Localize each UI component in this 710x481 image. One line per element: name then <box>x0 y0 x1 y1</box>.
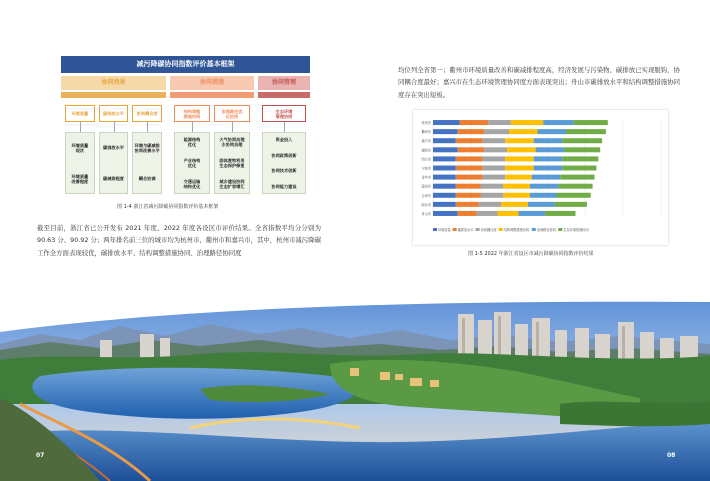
chart-category-label: 绍兴市 <box>421 157 431 162</box>
framework-subindicator: 协同政策创新 <box>271 152 297 158</box>
chart-bar-segment <box>532 175 561 180</box>
chart-bar-segment <box>479 202 502 207</box>
chart-bar-segment <box>555 202 587 207</box>
framework-indicator: 碳排放水平 <box>99 105 129 122</box>
chart-bar-segment <box>557 193 591 198</box>
chart-bar-segment <box>433 120 460 125</box>
chart-bar-segment <box>482 166 505 171</box>
framework-connector <box>114 122 115 132</box>
chart-bar-segment <box>477 211 498 216</box>
chart-bar-segment <box>482 138 505 143</box>
chart-bar-segment <box>458 211 477 216</box>
chart-bar-segment <box>460 120 489 125</box>
right-paragraph: 均位列全省第一；衢州市环境质量改善和碳减排程度高，经济发展与污染物、碳排放已实现脱钩，协同耦合度最好；嘉兴市在生态环境管理协同度方面表现突出；舟山市碳排放水平和结构调整措施协同度存在突出短板。 <box>398 66 680 99</box>
chart-bar-segment <box>482 156 505 161</box>
chart-category-label: 丽水市 <box>421 202 431 207</box>
left-paragraph: 截至目前，浙江省已公开发布 2021 年度、2022 年度各设区市评价结果。全省指数平均分分别为 90.63 分、90.92 分；两年排名前三位的城市均为杭州市、衢州市和嘉兴市，其中，杭州市减污降碳工作全方面表现较优，碳排放水平、结构调整措施协同、治理路径协同度 <box>37 224 321 257</box>
chart-bar-segment <box>498 211 519 216</box>
chart-bar-segment <box>534 156 563 161</box>
chart-bar-segment <box>456 175 483 180</box>
framework-subindicator: 碳减排程度 <box>103 176 124 181</box>
stacked-bar-chart <box>413 110 668 245</box>
chart-bar-segment <box>530 193 557 198</box>
framework-subindicator: 环境质量 改善程度 <box>71 173 89 184</box>
chart-legend-label: 治理路径协同 <box>536 228 556 232</box>
chart-bar-segment <box>456 184 481 189</box>
framework-connector <box>192 122 193 132</box>
framework-subindicator: 碳排放水平 <box>103 145 124 150</box>
chart-bar-segment <box>501 202 528 207</box>
chart-legend-swatch <box>453 228 457 231</box>
chart-category-label: 嘉兴市 <box>421 139 431 144</box>
chart-bar-segment <box>507 147 535 152</box>
chart-bar-segment <box>433 156 456 161</box>
chart-bar-segment <box>456 202 479 207</box>
chart-bar-segment <box>562 166 596 171</box>
chart-bar-segment <box>564 147 600 152</box>
framework-subindicator: 协同能力建设 <box>271 183 297 189</box>
framework-column-bar <box>170 92 254 98</box>
chart-bar-segment <box>566 129 606 134</box>
chart-bar-segment <box>433 175 456 180</box>
chart-bar-segment <box>458 129 485 134</box>
framework-connector <box>284 122 285 132</box>
framework-subindicator: 交通运输 结构优化 <box>183 178 201 189</box>
chart-legend-swatch <box>532 228 536 231</box>
chart-legend-swatch <box>499 228 503 231</box>
framework-subindicator: 固体废物利用 生态保护修复 <box>219 157 245 168</box>
chart-bar-segment <box>456 193 481 198</box>
framework-indicator: 环境质量 <box>65 105 95 122</box>
framework-indicator: 治理路径优 化协同 <box>214 105 250 122</box>
chart-bar-segment <box>534 138 563 143</box>
framework-subindicator: 环境质量 现状 <box>71 142 89 153</box>
framework-column-bar <box>61 92 166 98</box>
chart-bar-segment <box>433 166 456 171</box>
framework-column-title: 协同效果 <box>61 76 166 90</box>
chart-category-label: 杭州市 <box>421 121 431 126</box>
chart-bar-segment <box>562 156 598 161</box>
figure-1-5-caption: 图 1-5 2022 年浙江省设区市减污降碳协同指数评价结果 <box>468 251 594 257</box>
framework-subindicator: 协同技术创新 <box>271 168 297 174</box>
chart-category-label: 舟山市 <box>421 211 431 216</box>
chart-legend-label: 协同耦合度 <box>480 228 497 232</box>
chart-bar-segment <box>456 138 483 143</box>
chart-category-label: 湖州市 <box>421 148 431 153</box>
chart-bar-segment <box>545 211 575 216</box>
page-number-right: 08 <box>667 452 676 459</box>
chart-category-label: 温州市 <box>421 184 431 189</box>
chart-legend-swatch <box>476 228 480 231</box>
chart-category-label: 衢州市 <box>421 130 431 135</box>
chart-bar-segment <box>574 120 608 125</box>
framework-subindicator: 城乡建设协同 生态扩容增汇 <box>219 178 245 189</box>
framework-column-title: 协同管理 <box>258 76 310 90</box>
chart-bar-segment <box>505 156 534 161</box>
chart-figure-1-5 <box>413 110 668 245</box>
chart-category-label: 台州市 <box>421 193 431 198</box>
framework-title: 减污降碳协同指数评价基本框架 <box>61 56 310 73</box>
chart-bar-segment <box>456 166 483 171</box>
chart-bar-segment <box>456 156 483 161</box>
chart-bar-segment <box>530 184 559 189</box>
chart-bar-segment <box>536 147 565 152</box>
chart-bar-segment <box>482 175 505 180</box>
framework-diagram <box>61 56 310 196</box>
chart-bar-segment <box>433 193 456 198</box>
chart-bar-segment <box>481 193 504 198</box>
chart-bar-segment <box>458 147 485 152</box>
chart-bar-segment <box>538 129 567 134</box>
chart-bar-segment <box>433 129 458 134</box>
chart-legend-label: 碳排放水平 <box>457 228 474 232</box>
framework-connector <box>147 122 148 132</box>
framework-subindicator: 耦合协调 <box>138 176 156 181</box>
chart-bar-segment <box>505 166 534 171</box>
chart-bar-segment <box>558 184 592 189</box>
framework-subindicator: 产业结构 优化 <box>183 157 201 168</box>
framework-subindicator: 环境与碳减排 协同改善水平 <box>134 142 160 153</box>
chart-bar-segment <box>433 138 456 143</box>
chart-bar-segment <box>484 147 507 152</box>
chart-bar-segment <box>511 120 543 125</box>
chart-bar-segment <box>505 175 532 180</box>
chart-bar-segment <box>484 129 509 134</box>
chart-legend-swatch <box>433 228 437 231</box>
chart-bar-segment <box>433 184 456 189</box>
framework-connector <box>232 122 233 132</box>
landscape-photo <box>0 294 710 481</box>
figure-1-4-caption: 图 1-4 浙江省减污降碳协同指数评价基本框架 <box>117 204 219 210</box>
chart-bar-segment <box>433 147 458 152</box>
framework-connector <box>80 122 81 132</box>
chart-legend-swatch <box>558 228 562 231</box>
framework-column-title: 协同措施 <box>170 76 254 90</box>
chart-legend-label: 结构调整措施协同 <box>503 228 530 232</box>
chart-bar-segment <box>503 184 530 189</box>
chart-category-label: 宁波市 <box>421 166 431 171</box>
chart-bar-segment <box>488 120 511 125</box>
framework-indicator: 生态环境 管理协同 <box>262 105 306 122</box>
page-number-left: 07 <box>36 452 45 459</box>
framework-indicator: 协同耦合度 <box>132 105 162 122</box>
framework-subindicator: 大气协同治理 水协同治理 <box>219 137 245 148</box>
chart-bar-segment <box>433 202 456 207</box>
chart-legend-label: 生态环境管理协同 <box>563 228 589 232</box>
chart-bar-segment <box>562 138 602 143</box>
chart-bar-segment <box>519 211 546 216</box>
chart-bar-segment <box>543 120 573 125</box>
chart-bar-segment <box>560 175 594 180</box>
chart-bar-segment <box>481 184 504 189</box>
chart-category-label: 金华市 <box>421 175 431 180</box>
chart-bar-segment <box>433 211 458 216</box>
framework-subindicator: 能源结构 优化 <box>183 137 201 148</box>
framework-indicator: 结构调整 措施协同 <box>174 105 210 122</box>
chart-bar-segment <box>534 166 563 171</box>
framework-column-bar <box>258 92 310 98</box>
chart-legend-label: 环境质量 <box>438 228 451 232</box>
chart-bar-segment <box>509 129 538 134</box>
framework-subindicator: 资金投入 <box>275 137 293 143</box>
chart-bar-segment <box>528 202 555 207</box>
chart-bar-segment <box>505 138 534 143</box>
chart-bar-segment <box>503 193 530 198</box>
